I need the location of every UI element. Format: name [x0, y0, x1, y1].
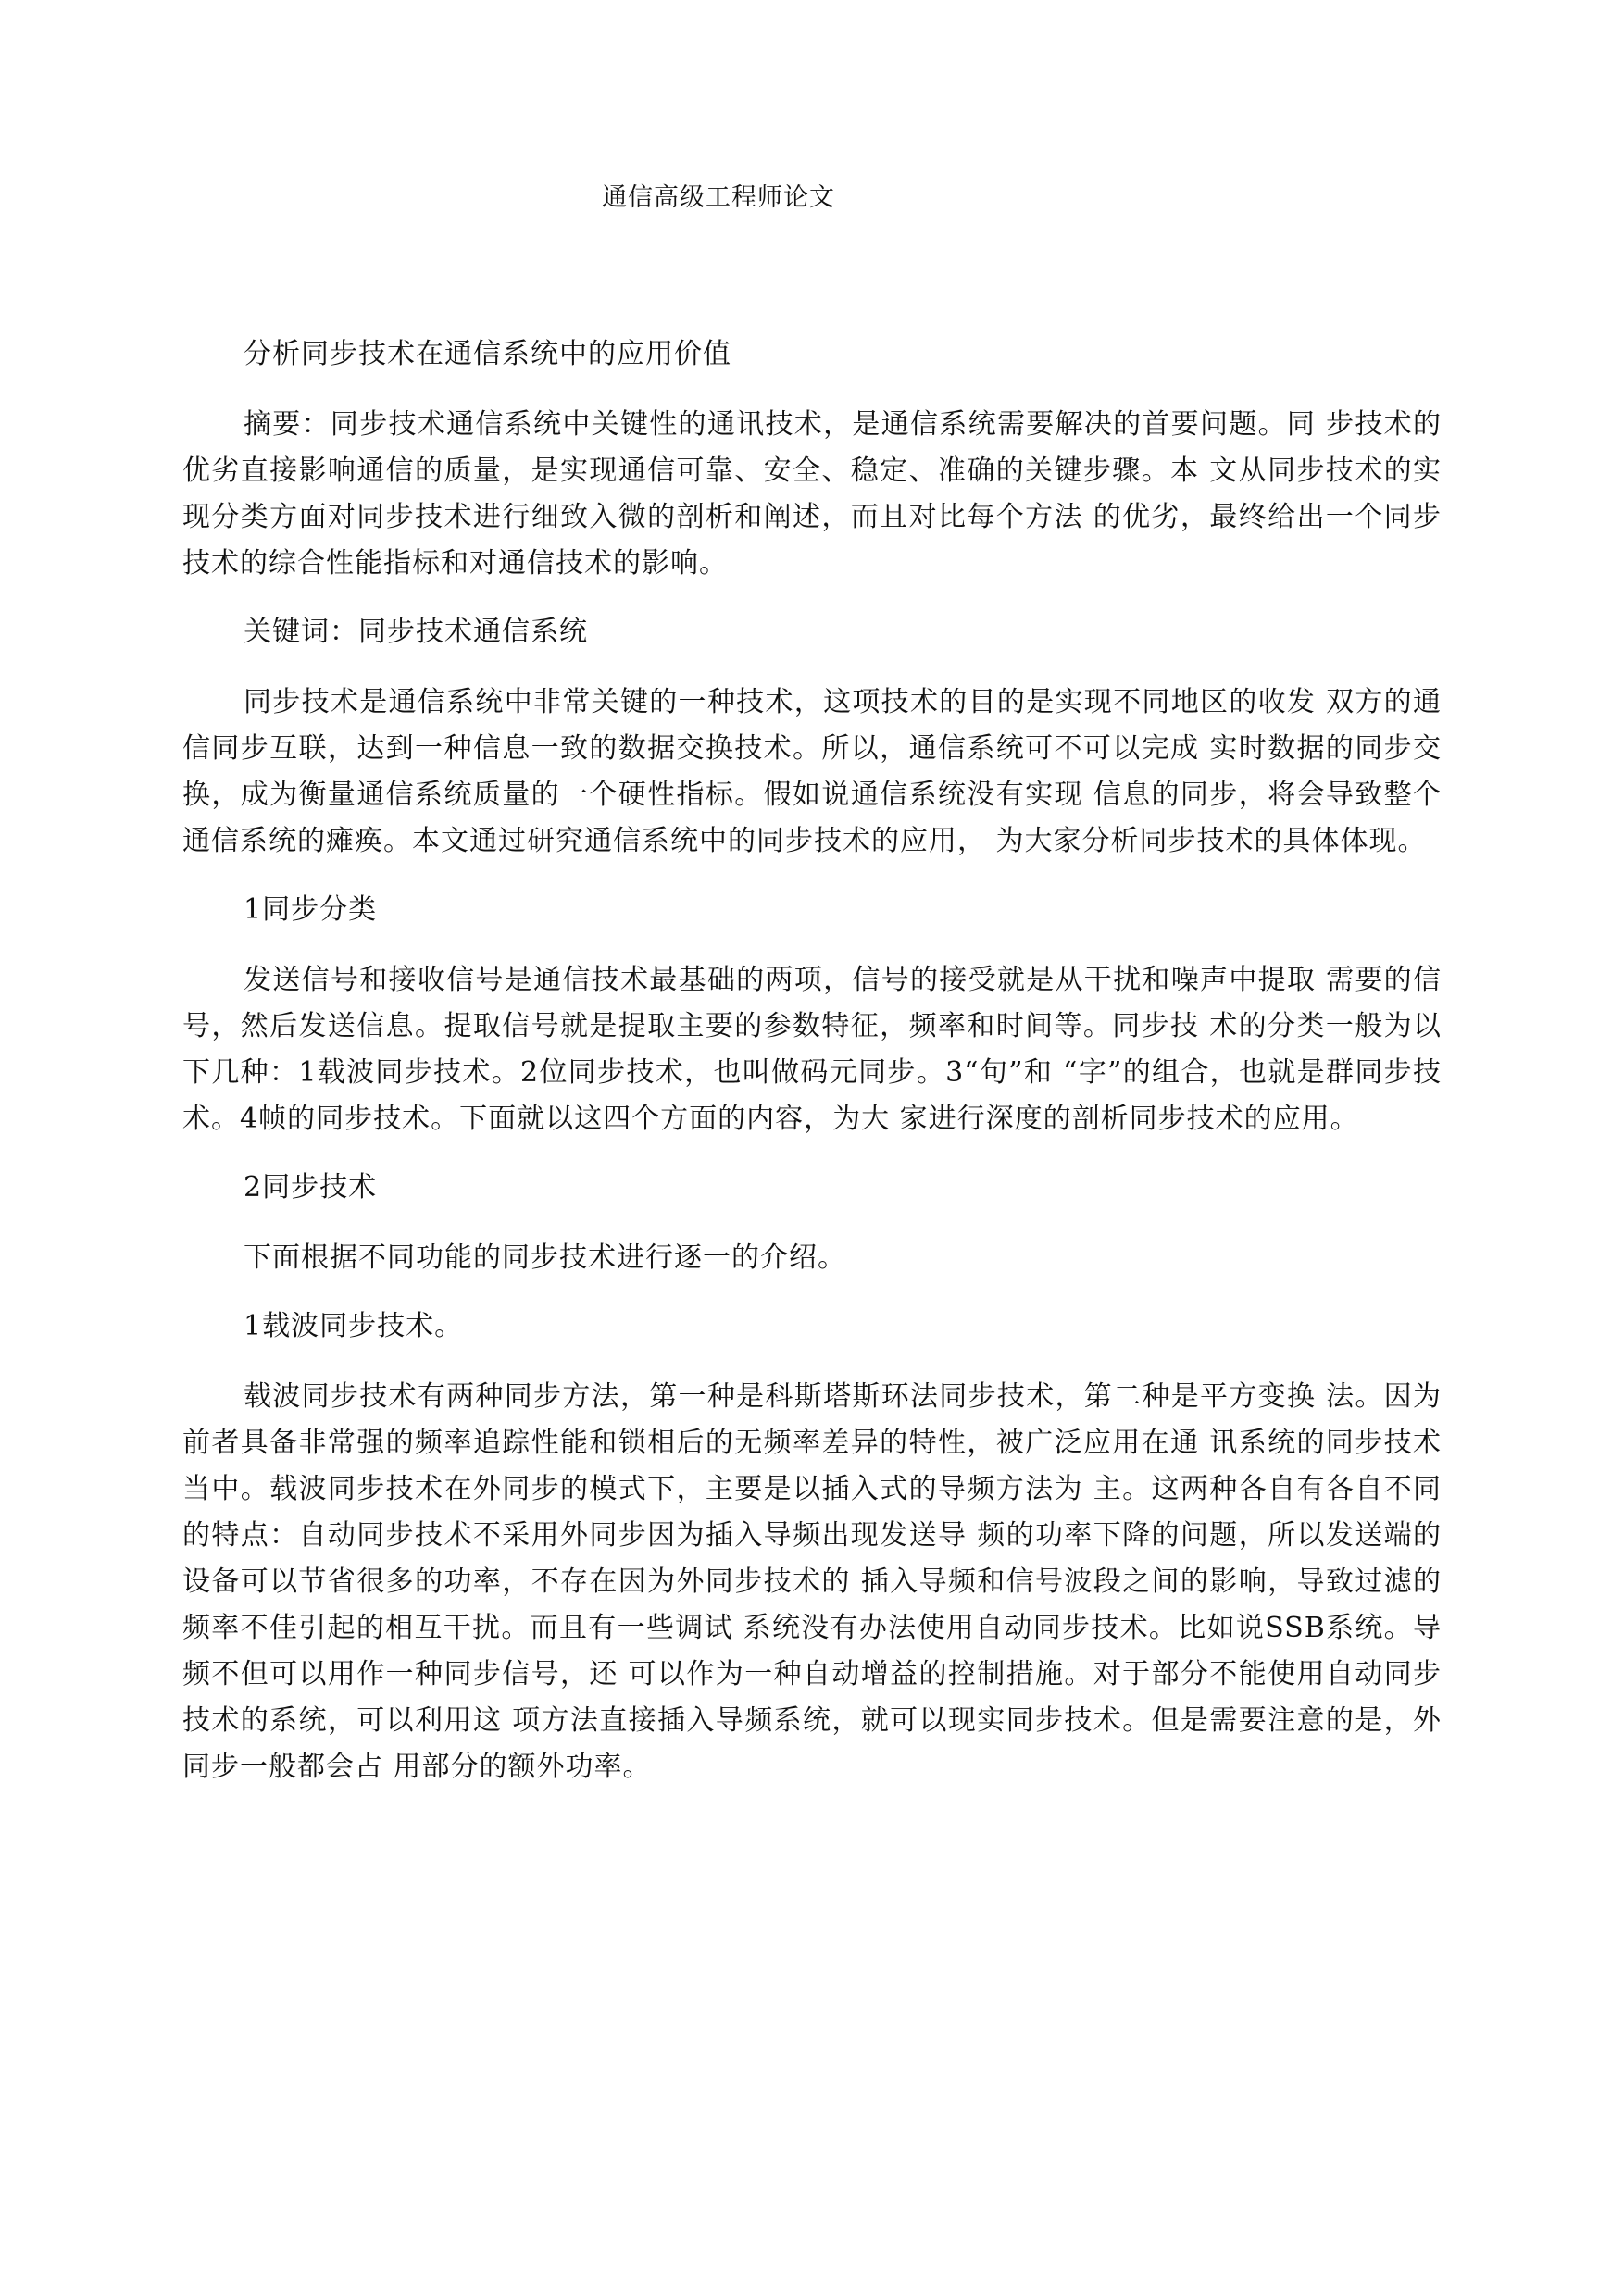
keywords-line: 关键词：同步技术通信系统: [244, 616, 588, 648]
subsection-heading-carrier-sync: 1载波同步技术。: [244, 1310, 464, 1342]
paper-title: 分析同步技术在通信系统中的应用价值: [244, 338, 731, 370]
section-2-intro: 下面根据不同功能的同步技术进行逐一的介绍。: [244, 1241, 846, 1274]
carrier-sync-paragraph: 载波同步技术有两种同步方法，第一种是科斯塔斯环法同步技术，第二种是平方变换 法。因为前者具备非常强的频率追踪性能和锁相后的无频率差异的特性，被广泛应用在通 讯系统的同步技术当中。载波同步技术在外同步的模式下，主要是以插入式的导频方法为 主。这两种各自有各自不同的特点：自动同步技术不采用外同步因为插入导频出现发送导 频的功率下降的问题，所以发送端的设备可以节省很多的功率，不存在因为外同步技术的 插入导频和信号波段之间的影响，导致过滤的频率不佳引起的相互干扰。而且有一些调试 系统没有办法使用自动同步技术。比如说SSB系统。导频不但可以用作一种同步信号，还 可以作为一种自动增益的控制措施。对于部分不能使用自动同步技术的系统，可以利用这 项方法直接插入导频系统，就可以现实同步技术。但是需要注意的是，外同步一般都会占 用部分的额外功率。: [182, 1380, 1442, 1783]
section-heading-2: 2同步技术: [244, 1171, 378, 1204]
intro-paragraph: 同步技术是通信系统中非常关键的一种技术，这项技术的目的是实现不同地区的收发 双方的通信同步互联，达到一种信息一致的数据交换技术。所以，通信系统可不可以完成 实时数据的同步交换，成为衡量通信系统质量的一个硬性指标。假如说通信系统没有实现 信息的同步，将会导致整个通信系统的瘫痪。本文通过研究通信系统中的同步技术的应用， 为大家分析同步技术的具体体现。: [182, 686, 1442, 857]
document-body: [182, 331, 1442, 1813]
page-header: 通信高级工程师论文: [602, 183, 835, 212]
classification-paragraph: 发送信号和接收信号是通信技术最基础的两项，信号的接受就是从干扰和噪声中提取 需要的信号，然后发送信息。提取信号就是提取主要的参数特征，频率和时间等。同步技 术的分类一般为以下几种：1载波同步技术。2位同步技术，也叫做码元同步。3“句”和 “字”的组合，也就是群同步技术。4帧的同步技术。下面就以这四个方面的内容，为大 家进行深度的剖析同步技术的应用。: [182, 964, 1442, 1135]
section-heading-1: 1同步分类: [244, 893, 378, 926]
abstract-paragraph: 摘要：同步技术通信系统中关键性的通讯技术，是通信系统需要解决的首要问题。同 步技术的优劣直接影响通信的质量，是实现通信可靠、安全、稳定、准确的关键步骤。本 文从同步技术的实现分类方面对同步技术进行细致入微的剖析和阐述，而且对比每个方法 的优劣，最终给出一个同步技术的综合性能指标和对通信技术的影响。: [182, 408, 1442, 580]
